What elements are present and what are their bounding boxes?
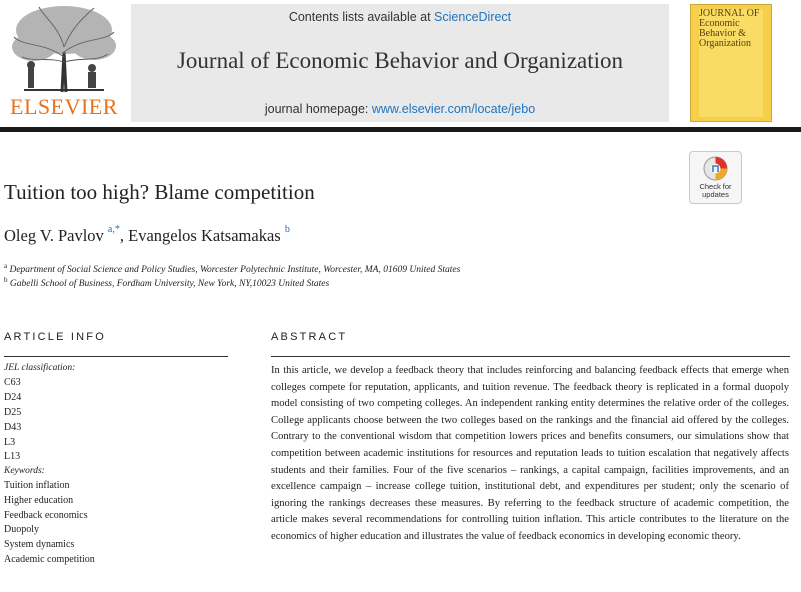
keyword: System dynamics [4, 539, 75, 550]
abstract-text: In this article, we develop a feedback theory that includes reinforcing and balancing feedback effects that emerge when colleges compete for reputation, applicants, and tuition revenue. The feedback theory is replicated in a formal duopoly model consisting of two competing colleges. An independent ranking entity determines the relative order of the colleges. College applicants choose between the two colleges based on the rankings and the financial aid offered by the colleges. Contrary to the conventional wisdom that competition lowers prices and benefits consumers, our simulations show that competition between academic institutions for resources and reputation leads to tuition escalation that negatively affects students and their families. Four of the five scenarios – rankings, a capital campaign, facilities improvements, and an excellence campaign – increase college tuition, institutional debt, and expenditures per student; only the scenario of ignoring the rankings decreases these measures. By referring to the feedback structure of academic competition, the article makes several recommendations for controlling tuition inflation. This article contributes to the literature on the economics of higher education and illustrates the value of feedback economics in developing economic theory. [271, 365, 789, 542]
keyword: Duopoly [4, 524, 39, 535]
affiliation-mark: b [4, 276, 8, 284]
jel-code: L3 [4, 437, 16, 448]
elsevier-tree-icon [4, 2, 122, 94]
jel-code: D25 [4, 407, 22, 418]
author-affiliation-mark[interactable]: a,* [107, 224, 120, 235]
keyword: Higher education [4, 495, 74, 506]
contents-prefix: Contents lists available at [288, 10, 435, 24]
journal-title: Journal of Economic Behavior and Organization [176, 48, 624, 73]
sciencedirect-link[interactable]: ScienceDirect [434, 10, 512, 24]
abstract-divider [271, 356, 790, 357]
jel-code: C63 [4, 377, 21, 388]
keyword: Academic competition [4, 554, 95, 565]
author-list: Oleg V. Pavlov $^{a,*}$, Evangelos Katsamakas $^b$ [4, 224, 290, 245]
affiliation [4, 262, 460, 275]
abstract-heading: ABSTRACT [271, 331, 348, 343]
homepage-prefix: journal homepage: [264, 102, 372, 116]
jel-code: D24 [4, 392, 22, 403]
keywords-label: Keywords: [4, 466, 45, 476]
keyword: Tuition inflation [4, 480, 70, 491]
contents-line [131, 10, 669, 24]
homepage-link[interactable]: www.elsevier.com/locate/jebo [371, 102, 536, 116]
article-info-heading: ARTICLE INFO [4, 331, 106, 343]
affiliation-mark: a [4, 262, 8, 270]
author-name[interactable]: Evangelos Katsamakas [128, 226, 281, 245]
affiliation-text: Department of Social Science and Policy Studies, Worcester Polytechnic Institute, Worcester, MA, 01609 United States [9, 265, 461, 276]
jel-code: D43 [4, 422, 22, 433]
elsevier-logo[interactable] [0, 0, 128, 122]
check-updates-icon [703, 156, 728, 181]
article-title: Tuition too high? Blame competition [4, 180, 315, 204]
author-affiliation-mark[interactable]: b [284, 224, 290, 235]
affiliation-text: Gabelli School of Business, Fordham University, New York, NY,10023 United States [9, 279, 330, 290]
affiliation [4, 276, 329, 289]
publisher-wordmark: ELSEVIER [10, 94, 118, 119]
cover-title: JOURNAL OF Economic Behavior & Organization [699, 8, 760, 49]
check-for-updates-button[interactable] [689, 151, 742, 204]
author-name[interactable]: Oleg V. Pavlov [4, 226, 104, 245]
jel-classification-label: JEL classification: [4, 363, 76, 373]
header-divider [0, 127, 801, 132]
journal-cover-image[interactable] [690, 4, 772, 122]
keyword: Feedback economics [4, 510, 88, 521]
jel-code: L13 [4, 451, 21, 462]
journal-banner [131, 4, 669, 122]
check-updates-label: Check for updates [699, 182, 732, 199]
article-info-divider [4, 356, 228, 357]
homepage-line [131, 102, 669, 116]
